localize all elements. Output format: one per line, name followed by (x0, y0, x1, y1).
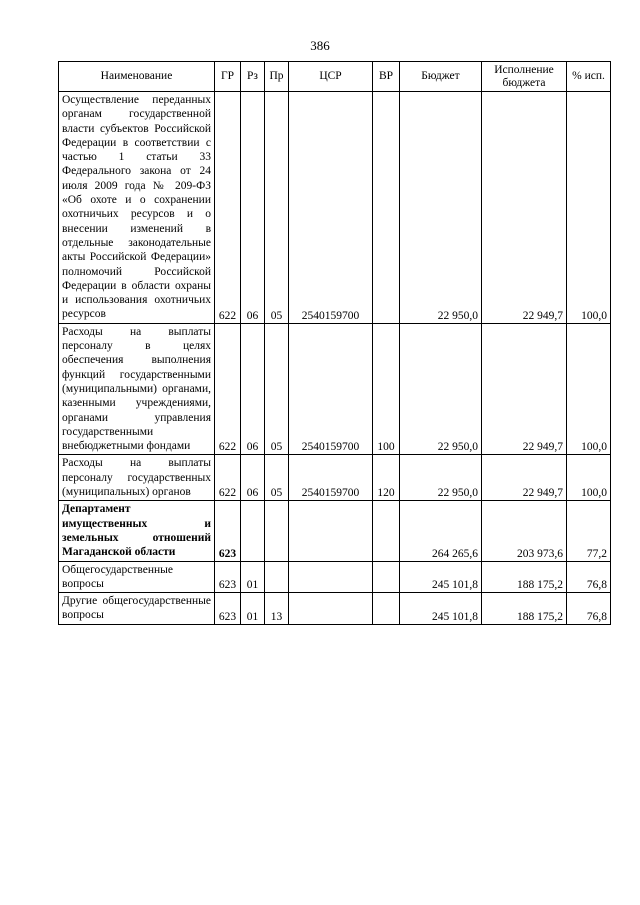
budget-execution-table (58, 61, 611, 625)
table-row (59, 593, 611, 625)
row-rz: 06 (241, 92, 265, 324)
row-gr: 622 (215, 455, 241, 501)
row-execution: 188 175,2 (482, 561, 567, 593)
row-pr: 05 (265, 455, 289, 501)
row-rz: 01 (241, 561, 265, 593)
table-row (59, 323, 611, 455)
row-vr: 100 (373, 323, 400, 455)
row-budget: 264 265,6 (400, 501, 482, 561)
row-rz: 06 (241, 323, 265, 455)
table-row (59, 455, 611, 501)
header-csr: ЦСР (289, 62, 373, 92)
table-row (59, 92, 611, 324)
header-execution: Исполнение бюджета (482, 62, 567, 92)
row-name: Общегосударственные вопросы (59, 561, 215, 593)
row-csr: 2540159700 (289, 455, 373, 501)
row-percent: 76,8 (567, 561, 611, 593)
row-gr: 623 (215, 593, 241, 625)
row-gr: 623 (215, 561, 241, 593)
row-vr (373, 593, 400, 625)
row-execution: 203 973,6 (482, 501, 567, 561)
row-vr (373, 501, 400, 561)
table-header-row (59, 62, 611, 92)
header-pr: Пр (265, 62, 289, 92)
row-vr (373, 561, 400, 593)
row-rz: 06 (241, 455, 265, 501)
row-budget: 22 950,0 (400, 323, 482, 455)
row-pr: 05 (265, 92, 289, 324)
row-percent: 76,8 (567, 593, 611, 625)
row-percent: 100,0 (567, 323, 611, 455)
table-row-department (59, 501, 611, 561)
row-rz: 01 (241, 593, 265, 625)
row-csr: 2540159700 (289, 92, 373, 324)
row-csr (289, 561, 373, 593)
row-pr (265, 501, 289, 561)
row-percent: 100,0 (567, 92, 611, 324)
row-execution: 22 949,7 (482, 92, 567, 324)
row-name: Расходы на выплаты персоналу в целях обеспечения выполнения функций государственными (муниципальными) органами, казенными учреждениями, органами управления государственными внебюджетными фондами (59, 323, 215, 455)
table-row (59, 561, 611, 593)
row-budget: 22 950,0 (400, 455, 482, 501)
header-name: Наименование (59, 62, 215, 92)
row-execution: 188 175,2 (482, 593, 567, 625)
row-rz (241, 501, 265, 561)
row-csr: 2540159700 (289, 323, 373, 455)
row-budget: 245 101,8 (400, 561, 482, 593)
header-percent: % исп. (567, 62, 611, 92)
row-pr (265, 561, 289, 593)
row-pr: 05 (265, 323, 289, 455)
row-budget: 22 950,0 (400, 92, 482, 324)
row-pr: 13 (265, 593, 289, 625)
row-csr (289, 593, 373, 625)
header-vr: ВР (373, 62, 400, 92)
row-gr: 622 (215, 323, 241, 455)
row-name: Расходы на выплаты персоналу государственных (муниципальных) органов (59, 455, 215, 501)
row-name: Осуществление переданных органам государственной власти субъектов Российской Федерации в соответствии с частью 1 статьи 33 Федерального закона от 24 июля 2009 года № 209-ФЗ «Об охоте и о сохранении охотничьих ресурсов и о внесении изменений в отдельные законодательные акты Российской Федерации» полномочий Российской Федерации в области охраны и использования охотничьих ресурсов (59, 92, 215, 324)
row-vr (373, 92, 400, 324)
row-name: Другие общегосударственные вопросы (59, 593, 215, 625)
row-vr: 120 (373, 455, 400, 501)
page-number: 386 (310, 38, 330, 53)
row-percent: 77,2 (567, 501, 611, 561)
row-percent: 100,0 (567, 455, 611, 501)
header-rz: Рз (241, 62, 265, 92)
row-name: Департамент имущественных и земельных отношений Магаданской области (59, 501, 215, 561)
row-gr: 623 (215, 501, 241, 561)
row-csr (289, 501, 373, 561)
row-execution: 22 949,7 (482, 323, 567, 455)
row-execution: 22 949,7 (482, 455, 567, 501)
row-gr: 622 (215, 92, 241, 324)
header-budget: Бюджет (400, 62, 482, 92)
header-gr: ГР (215, 62, 241, 92)
row-budget: 245 101,8 (400, 593, 482, 625)
